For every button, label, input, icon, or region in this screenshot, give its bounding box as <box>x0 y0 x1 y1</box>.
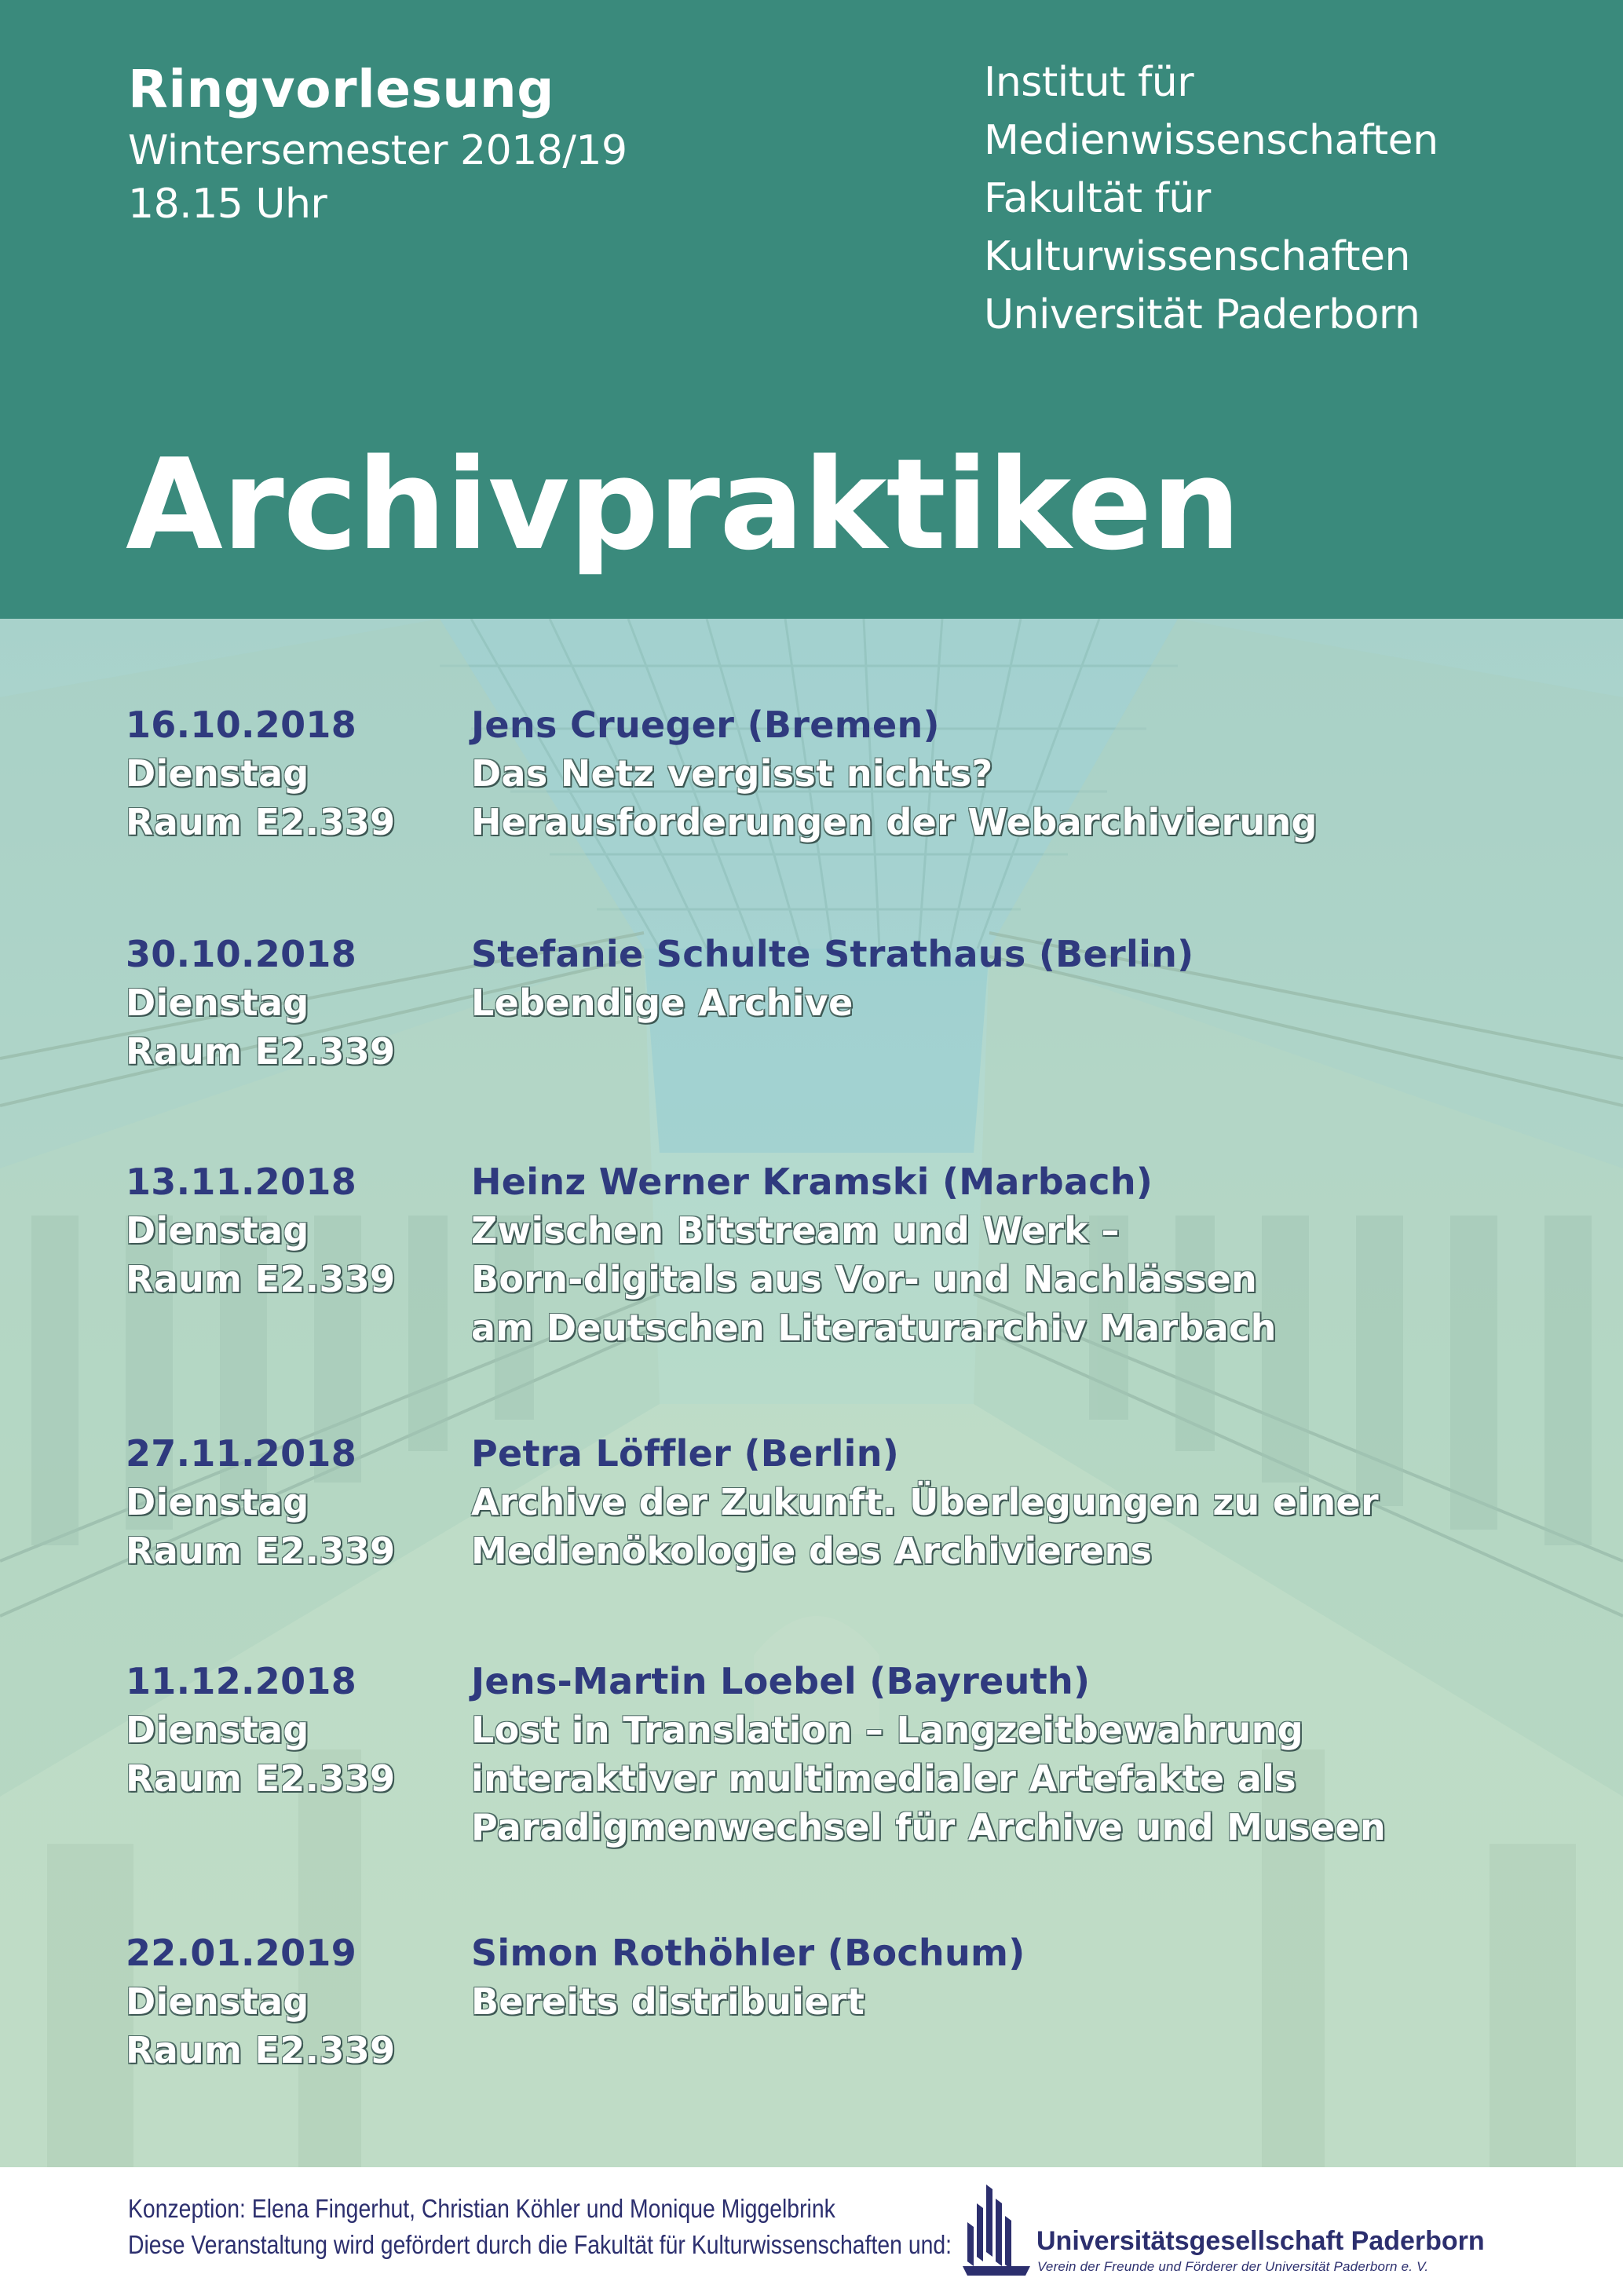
university-name: Universität Paderborn <box>984 291 1420 338</box>
event-speaker: Simon Rothöhler (Bochum) <box>471 1932 1025 1974</box>
event-speaker: Petra Löffler (Berlin) <box>471 1432 900 1475</box>
event-room: Raum E2.339 <box>126 2029 396 2071</box>
institute-name: Institut für Medienwissenschaften <box>984 59 1438 164</box>
header-banner <box>0 0 1623 619</box>
faculty-name: Fakultät für Kulturwissenschaften <box>984 175 1410 280</box>
event-room: Raum E2.339 <box>126 801 396 843</box>
event-weekday: Dienstag <box>126 1980 309 2023</box>
event-weekday: Dienstag <box>126 1209 309 1252</box>
event-speaker: Jens Crueger (Bremen) <box>471 704 940 746</box>
event-talk <box>471 1929 1602 2026</box>
talk-title-line: Zwischen Bitstream und Werk – <box>471 1209 1120 1252</box>
page-title: Archivpraktiken <box>126 431 1241 578</box>
event-speaker: Heinz Werner Kramski (Marbach) <box>471 1161 1153 1203</box>
semester: Wintersemester 2018/19 <box>128 127 627 174</box>
series-title: Ringvorlesung <box>128 59 554 119</box>
event-talk <box>471 930 1602 1027</box>
talk-title-line: Born-digitals aus Vor- und Nachlässen <box>471 1258 1258 1300</box>
event-meta <box>126 1429 455 1575</box>
event-meta <box>126 1157 455 1303</box>
event-date: 11.12.2018 <box>126 1660 357 1702</box>
event-date: 16.10.2018 <box>126 704 357 746</box>
funding-note: Diese Veranstaltung wird gefördert durch die Fakultät für Kulturwissenschaften und: <box>128 2230 952 2259</box>
event-meta <box>126 930 455 1076</box>
event-talk <box>471 1157 1602 1352</box>
talk-title-line: Paradigmenwechsel für Archive und Museen <box>471 1806 1387 1848</box>
event-weekday: Dienstag <box>126 982 309 1024</box>
sponsor-subtitle: Verein der Freunde und Förderer der Universität Paderborn e. V. <box>1037 2259 1429 2274</box>
event-date: 30.10.2018 <box>126 933 357 975</box>
event-room: Raum E2.339 <box>126 1258 396 1300</box>
footer <box>0 2167 1623 2296</box>
talk-title-line: Lost in Translation – Langzeitbewahrung <box>471 1709 1303 1751</box>
event-talk <box>471 700 1602 846</box>
talk-title-line: Archive der Zukunft. Überlegungen zu einer <box>471 1481 1379 1523</box>
footer-credits <box>128 2191 952 2263</box>
event-weekday: Dienstag <box>126 752 309 795</box>
event-speaker: Stefanie Schulte Strathaus (Berlin) <box>471 933 1194 975</box>
event-date: 13.11.2018 <box>126 1161 357 1203</box>
talk-title-line: Lebendige Archive <box>471 982 854 1024</box>
universitaetsgesellschaft-logo-icon <box>963 2184 1030 2276</box>
event-meta <box>126 1657 455 1803</box>
event-meta <box>126 700 455 846</box>
event-weekday: Dienstag <box>126 1481 309 1523</box>
event-talk <box>471 1657 1602 1852</box>
start-time: 18.15 Uhr <box>128 181 327 228</box>
talk-title-line: am Deutschen Literaturarchiv Marbach <box>471 1307 1277 1349</box>
talk-title-line: Das Netz vergisst nichts? <box>471 752 993 795</box>
lecture-series-info <box>128 55 627 231</box>
organizer-info <box>984 53 1623 344</box>
event-room: Raum E2.339 <box>126 1530 396 1572</box>
talk-title-line: Herausforderungen der Webarchivierung <box>471 801 1318 843</box>
talk-title-line: interaktiver multimedialer Artefakte als <box>471 1757 1296 1800</box>
event-date: 22.01.2019 <box>126 1932 357 1974</box>
event-room: Raum E2.339 <box>126 1030 396 1073</box>
event-meta <box>126 1929 455 2075</box>
event-speaker: Jens-Martin Loebel (Bayreuth) <box>471 1660 1091 1702</box>
event-room: Raum E2.339 <box>126 1757 396 1800</box>
concept-credit: Konzeption: Elena Fingerhut, Christian Köhler und Monique Miggelbrink <box>128 2194 835 2223</box>
sponsor-name: Universitätsgesellschaft Paderborn <box>1036 2226 1485 2256</box>
event-talk <box>471 1429 1602 1575</box>
event-weekday: Dienstag <box>126 1709 309 1751</box>
event-date: 27.11.2018 <box>126 1432 357 1475</box>
talk-title-line: Medienökologie des Archivierens <box>471 1530 1153 1572</box>
talk-title-line: Bereits distribuiert <box>471 1980 865 2023</box>
